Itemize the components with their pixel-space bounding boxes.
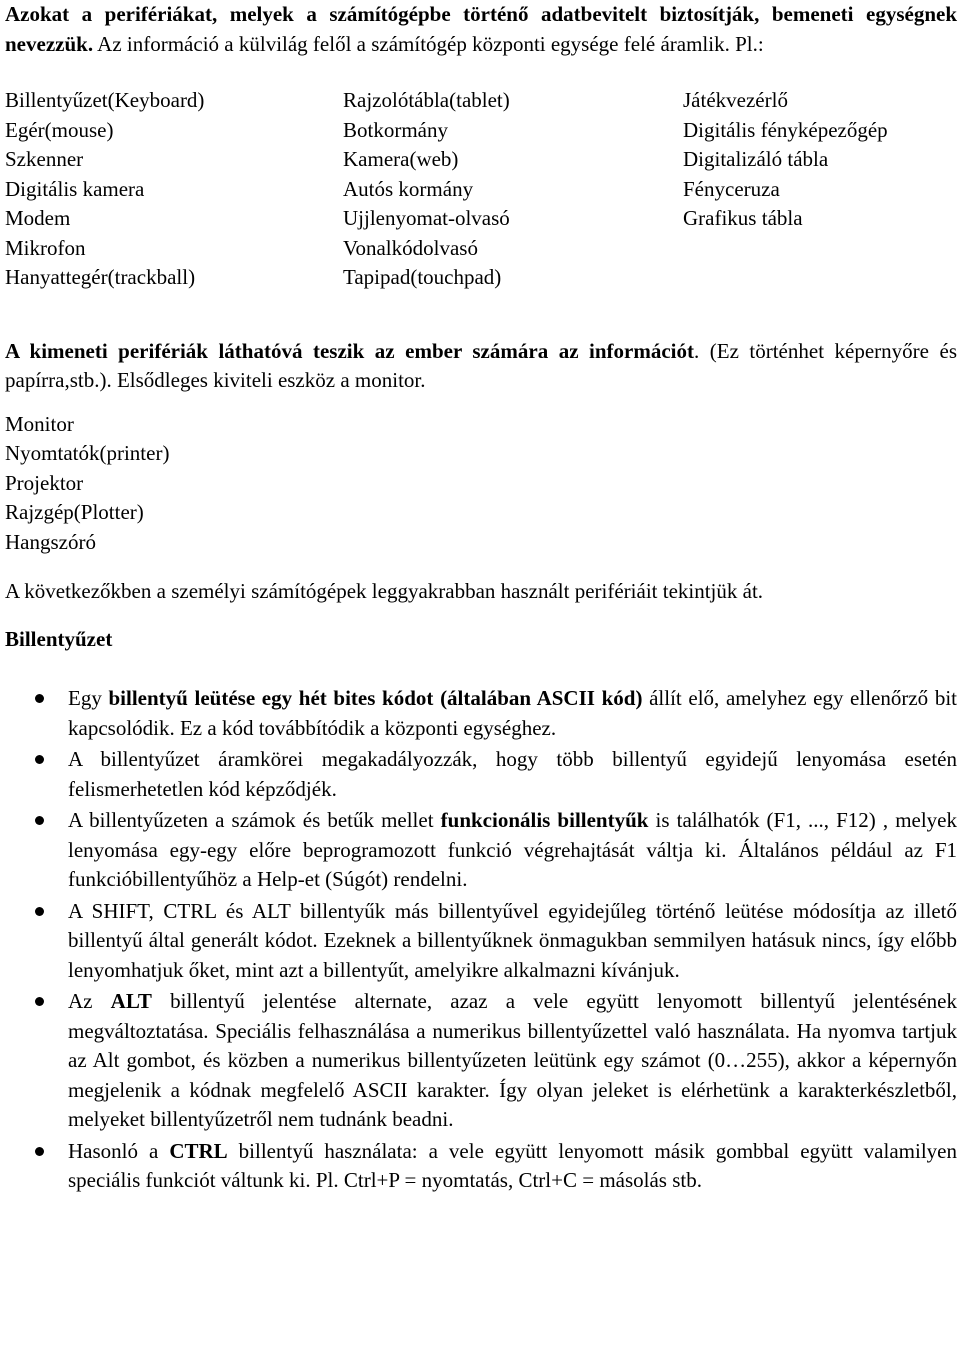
bullet-bold-text: ALT [110,989,152,1013]
bullet-text: A billentyűzeten a számok és betűk mellet [68,808,441,832]
bullet-text: A SHIFT, CTRL és ALT billentyűk más billentyűvel egyidejűleg történő leütése módosítja az illető billentyű által generált kódot. Ezeknek a billentyűknek önmagukban semmilyen hatásuk nincs, így előbb lenyomhatjuk őket, mint azt a billentyűt, amelyikre alkalmazni kívánjuk. [68,898,957,982]
output-devices-list [5,410,957,558]
output-device-item: Projektor [5,470,84,495]
overview-paragraph: A következőkben a személyi számítógépek leggyakrabban használt perifériáit tekintjük át. [5,579,764,603]
bullet-text: Egy [68,686,109,710]
input-device-item: Billentyűzet(Keyboard) [5,88,205,112]
bullet-text: billentyű használata: a vele együtt lenyomott másik gombbal együtt valamilyen speciális funkciót váltunk ki. Pl. Ctrl+P = nyomtatás, Ctrl+C = másolás stb. [68,1138,957,1192]
bullet-item [5,806,957,895]
intro-paragraph [5,0,957,59]
bullet-item [5,745,957,804]
bullet-bold-text: funkcionális billentyűk [440,808,649,832]
output-bold-text: A kimeneti perifériák láthatóvá teszik az ember számára az információt [5,338,694,363]
bullet-icon [35,997,44,1006]
output-text: . (Ez történhet képernyőre és papírra,stb.). Elsődleges kiviteli eszköz a monitor. [5,338,957,392]
input-device-item: Fényceruza [683,176,780,201]
bullet-text: Hasonló a [68,1138,170,1163]
bullet-text: is találhatók (F1, ..., F12) , melyek lenyomása egy-egy előre beprogramozott funkció végrehajtását váltja ki. Általános például az F1 funkcióbillentyűhöz a Help-et (Súgót) rendelni. [68,808,957,891]
bullet-item [5,1137,957,1196]
input-device-item: Autós kormány [343,176,474,201]
input-device-item: Digitalizáló tábla [683,147,829,171]
output-device-item: Rajzgép(Plotter) [5,500,144,524]
bullet-icon [35,1147,44,1156]
document-page [5,0,957,1196]
input-device-item: Egér(mouse) [5,117,114,142]
bullet-item [5,684,957,743]
output-device-item: Nyomtatók(printer) [5,441,170,465]
bullet-bold-text: billentyű leütése egy hét bites kódot (általában ASCII kód) [108,686,643,710]
output-device-item: Hangszóró [5,529,96,554]
input-device-item: Kamera(web) [343,147,459,171]
input-device-item: Botkormány [343,117,448,142]
bullet-text: billentyű jelentése alternate, azaz a vele együtt lenyomott billentyű jelentésének megváltoztatása. Speciális felhasználása a numerikus billentyűzettel való használata. Ha nyomva tartjuk az Alt gombot, és közben a numerikus billentyűzeten leütünk egy számot (0…255), akkor a képernyőn megjelenik a kódnak megfelelő ASCII karakter. Így olyan jeleket is elérhetünk a karakterkészletből, melyeket billentyűzetről nem tudnánk beadni. [68,989,957,1131]
input-device-item: Ujjlenyomat-olvasó [343,206,510,230]
input-device-item: Vonalkódolvasó [343,235,478,260]
input-device-item: Grafikus tábla [683,206,803,230]
section-heading: Billentyűzet [5,626,113,651]
bullet-text: állít elő, amelyhez egy ellenőrző bit kapcsolódik. Ez a kód továbbítódik a központi egységhez. [68,686,957,740]
output-paragraph [5,337,957,396]
input-devices-column-2 [343,86,683,293]
intro-text: Az információ a külvilág felől a számítógép központi egysége felé áramlik. Pl.: [93,31,764,56]
input-devices-list [5,86,957,293]
bullet-icon [35,907,44,916]
input-device-item: Digitális kamera [5,176,145,201]
keyboard-bullet-list [5,684,957,1196]
bullet-item [5,897,957,986]
intro-bold-text: Azokat a perifériákat, melyek a számítógépbe történő adatbevitelt biztosítják, bemeneti egységnek nevezzük. [5,2,957,56]
input-device-item: Mikrofon [5,235,86,260]
bullet-icon [35,816,44,825]
bullet-bold-text: CTRL [169,1138,228,1163]
input-devices-column-1 [5,86,343,293]
bullet-icon [35,755,44,764]
bullet-text: A billentyűzet áramkörei megakadályozzák, hogy több billentyű egyidejű lenyomása esetén felismerhetetlen kód képződjék. [68,747,957,801]
bullet-icon [35,694,44,703]
input-device-item: Digitális fényképezőgép [683,117,888,142]
output-device-item: Monitor [5,411,74,436]
input-device-item: Szkenner [5,147,84,171]
input-device-item: Rajzolótábla(tablet) [343,88,510,112]
input-device-item: Modem [5,206,71,230]
input-devices-column-3 [683,86,953,293]
input-device-item: Játékvezérlő [683,88,788,112]
bullet-item [5,987,957,1135]
input-device-item: Tapipad(touchpad) [343,265,502,289]
bullet-text: Az [68,989,111,1013]
input-device-item: Hanyattegér(trackball) [5,265,196,289]
